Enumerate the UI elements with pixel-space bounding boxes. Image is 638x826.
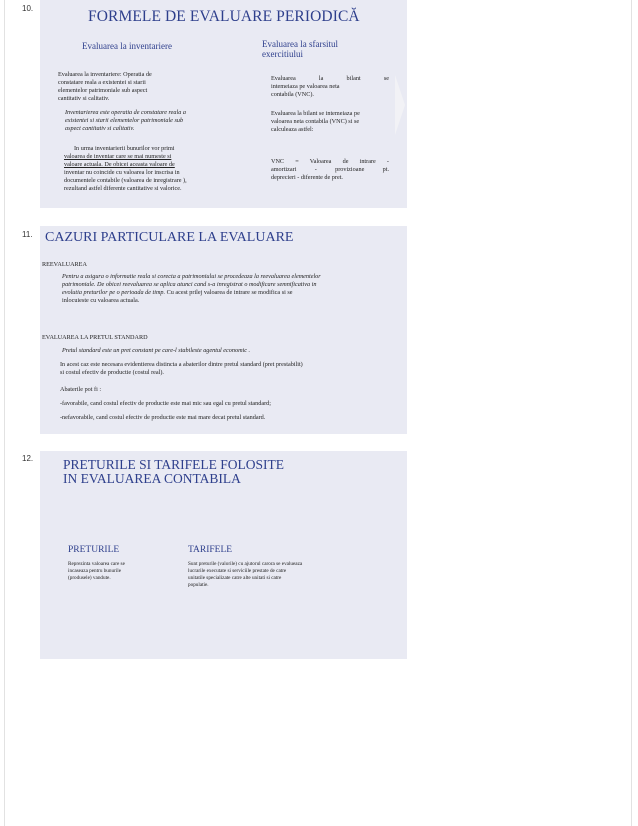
text-line: documentele contabile (valoarea de inregistrare ), bbox=[64, 177, 187, 184]
text-line: Evaluarea la inventariere: Operatia de bbox=[58, 71, 152, 78]
text-line: Inventarierea este operatia de constatare reala a bbox=[65, 109, 186, 116]
text-span: evolutia preturilor pe o perioada de timp. bbox=[62, 289, 166, 296]
text-line: elementelor patrimoniale sub aspect bbox=[58, 87, 148, 94]
pret-standard-definition: Pretul standard este un pret constant pe care-l stabileste agentul economic . bbox=[62, 347, 251, 354]
text-line: In urma inventarierii bunurilor vor primi bbox=[74, 145, 175, 152]
column-heading-tarifele: TARIFELE bbox=[188, 545, 233, 555]
slide-number-11: 11. bbox=[22, 230, 33, 239]
reevaluarea-paragraph bbox=[62, 273, 392, 305]
slide-number-12: 12. bbox=[22, 454, 34, 463]
text-line: inlocuieste cu valoarea actuala. bbox=[62, 297, 140, 304]
slide-title: FORMELE DE EVALUARE PERIODICĂ bbox=[88, 8, 360, 25]
title-line: PRETURILE SI TARIFELE FOLOSITE bbox=[63, 457, 285, 472]
column-heading-preturile: PRETURILE bbox=[68, 545, 120, 555]
tarifele-text bbox=[188, 561, 338, 589]
text-line: existentei si starii elementelor patrimoniale sub bbox=[65, 117, 184, 124]
text-line bbox=[62, 289, 392, 297]
text-line: amortizari - provizioane pt. bbox=[271, 166, 389, 173]
abateri-intro: Abaterile pot fi : bbox=[60, 386, 102, 393]
text-line: intemeiaza pe valoarea neta bbox=[271, 83, 340, 90]
text-line: Reprezinta valoarea care se bbox=[68, 561, 125, 567]
slide-title bbox=[63, 458, 284, 486]
slide-10 bbox=[40, 0, 407, 208]
text-line: Evaluarea la bilant se intemeiaza pe bbox=[271, 110, 360, 117]
section-heading-reevaluarea: REEVALUAREA bbox=[42, 261, 87, 268]
text-line: patrimoniale. De obicei reevaluarea se aplica atunci cand s-a inregistrat o modificare semnificativa in bbox=[62, 281, 317, 288]
text-line: In acest caz este necesara evidentierea distincta a abaterilor dintre pretul standard (pret prestabilit) bbox=[60, 361, 303, 368]
text-line: rezultand astfel diferente cantitative si valorice. bbox=[64, 185, 182, 192]
right-paragraph-1 bbox=[271, 75, 389, 99]
decorative-chevron bbox=[395, 75, 405, 135]
preturile-text bbox=[68, 561, 158, 582]
text-line: (produsele) vandute. bbox=[68, 575, 111, 581]
abateri-nefavorabile: -nefavorabile, cand costul efectiv de productie este mai mare decat pretul standard. bbox=[60, 414, 266, 421]
right-paragraph-2 bbox=[271, 110, 396, 134]
right-heading-line: exercitiului bbox=[262, 49, 303, 59]
text-line: Pentru a asigura o informatie reala si corecta a patrimoniului se procedeaza la reevaluarea elementelor bbox=[62, 273, 321, 280]
text-line: deprecieri - diferente de pret. bbox=[271, 174, 343, 181]
section-heading-pret-standard: EVALUAREA LA PRETUL STANDARD bbox=[42, 334, 148, 341]
text-line: valoarea de inventar care se mai numeste si bbox=[64, 153, 172, 160]
abateri-favorabile: -favorabile, cand costul efectiv de productie este mai mic sau egal cu pretul standard; bbox=[60, 400, 271, 407]
right-paragraph-3 bbox=[271, 158, 389, 182]
text-line: calculeaza astfel: bbox=[271, 126, 314, 133]
text-line: populatie. bbox=[188, 582, 209, 588]
title-line: IN EVALUAREA CONTABILA bbox=[63, 471, 241, 486]
text-line: valoarea neta contabila (VNC) si se bbox=[271, 118, 360, 125]
right-column-heading bbox=[262, 39, 338, 59]
text-line: Evaluarea la bilant se bbox=[271, 75, 389, 82]
left-paragraph-2 bbox=[65, 109, 225, 133]
text-line: lucrarile executate si serviciile prestate de catre bbox=[188, 568, 287, 574]
right-heading-line: Evaluarea la sfarsitul bbox=[262, 39, 338, 49]
text-line: cantitativ si calitativ. bbox=[58, 95, 110, 102]
left-column-heading: Evaluarea la inventariere bbox=[82, 41, 172, 51]
pret-standard-paragraph bbox=[60, 361, 390, 377]
text-line: unitatile specializate catre alte unitati si catre bbox=[188, 575, 282, 581]
slide-11 bbox=[40, 226, 407, 434]
text-line: inventar nu coincide cu valoarea lor inscrisa in bbox=[64, 169, 180, 176]
text-span: Cu acest prilej valoarea de intrare se modifica si se bbox=[165, 289, 293, 296]
left-paragraph-1 bbox=[58, 71, 218, 103]
text-line: si costul efectiv de productie (costul real). bbox=[60, 369, 164, 376]
text-line: aspect cantitativ si calitativ. bbox=[65, 125, 135, 132]
slide-12 bbox=[40, 451, 407, 659]
left-paragraph-3 bbox=[64, 145, 234, 193]
text-line: Sunt preturile (valorile) cu ajutorul carora se evalueaza bbox=[188, 561, 303, 567]
slide-title: CAZURI PARTICULARE LA EVALUARE bbox=[45, 230, 294, 245]
text-line: valoare actuala. De obicei aceasta valoare de bbox=[64, 161, 175, 168]
text-line: constatare reala a existentei si starii bbox=[58, 79, 146, 86]
text-line: incaseaza pentru bunurile bbox=[68, 568, 122, 574]
text-line: VNC = Valoarea de intrare - bbox=[271, 158, 389, 165]
slide-number-10: 10. bbox=[22, 4, 34, 13]
text-line: contabila (VNC). bbox=[271, 91, 314, 98]
